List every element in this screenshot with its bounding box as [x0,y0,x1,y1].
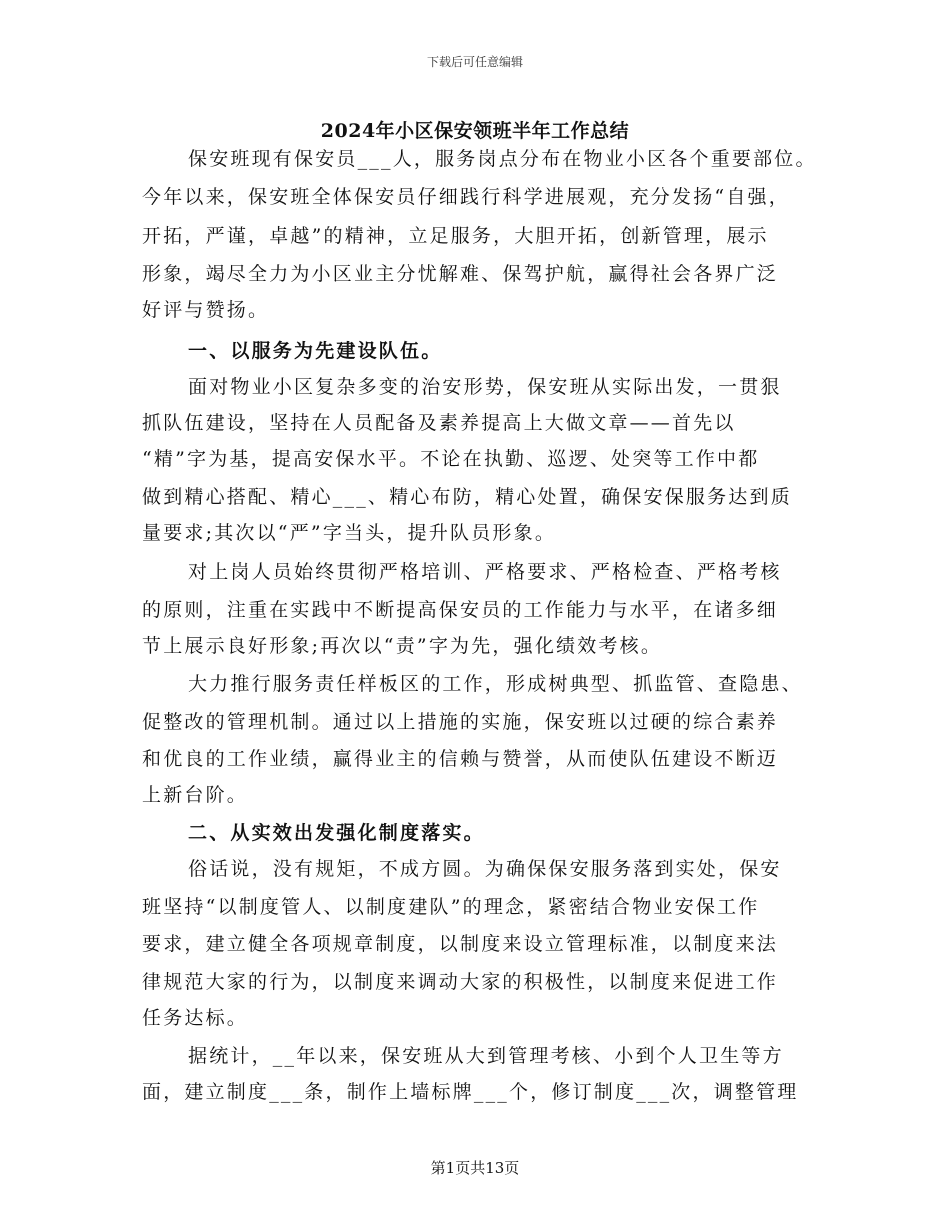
body-line: 形象，竭尽全力为小区业主分忧解难、保驾护航，赢得社会各界广泛 [142,263,779,285]
section-heading: 二、从实效出发强化制度落实。 [188,822,485,844]
header-note: 下载后可任意编辑 [426,55,523,69]
body-line: 上新台阶。 [142,784,249,806]
body-line: 今年以来，保安班全体保安员仔细践行科学进展观，充分发扬“自强， [142,186,790,208]
body-line: 和优良的工作业绩，赢得业主的信赖与赞誉，从而使队伍建设不断迈 [142,748,779,770]
page-footer: 第1页共13页 [430,1159,520,1177]
body-line: 对上岗人员始终贯彻严格培训、严格要求、严格检查、严格考核 [188,561,782,583]
document-title: 2024年小区保安领班半年工作总结 [320,120,630,142]
body-line: 促整改的管理机制。通过以上措施的实施，保安班以过硬的综合素养 [142,711,779,733]
body-line: 的原则，注重在实践中不断提高保安员的工作能力与水平，在诸多细 [142,599,779,621]
body-line: 保安班现有保安员___人，服务岗点分布在物业小区各个重要部位。 [188,148,817,170]
body-line: 任务达标。 [142,1007,249,1029]
body-line: 要求，建立健全各项规章制度，以制度来设立管理标准，以制度来法 [142,933,779,955]
body-line: 抓队伍建设，坚持在人员配备及素养提高上大做文章——首先以 [142,412,736,434]
body-line: 俗话说，没有规矩，不成方圆。为确保保安服务落到实处，保安 [188,858,782,880]
body-line: 好评与赞扬。 [142,299,270,321]
body-line: 律规范大家的行为，以制度来调动大家的积极性，以制度来促进工作 [142,971,779,993]
body-line: 据统计，__年以来，保安班从大到管理考核、小到个人卫生等方 [188,1045,784,1067]
body-line: 大力推行服务责任样板区的工作，形成树典型、抓监管、查隐患、 [188,673,803,695]
body-line: 面，建立制度___条，制作上墙标牌___个，修订制度___次，调整管理 [142,1081,799,1103]
body-line: 面对物业小区复杂多变的治安形势，保安班从实际出发，一贯狠 [188,376,782,398]
section-heading: 一、以服务为先建设队伍。 [188,340,443,362]
body-line: 开拓，严谨，卓越”的精神，立足服务，大胆开拓，创新管理，展示 [142,225,769,247]
body-line: 量要求;其次以“严”字当头，提升队员形象。 [142,522,557,544]
body-line: 班坚持“以制度管人、以制度建队”的理念，紧密结合物业安保工作 [142,896,760,918]
body-line: “精”字为基，提高安保水平。不论在执勤、巡逻、处突等工作中都 [142,448,760,470]
body-line: 节上展示良好形象;再次以“责”字为先，强化绩效考核。 [142,635,663,657]
body-line: 做到精心搭配、精心___、精心布防，精心处置，确保安保服务达到质 [142,486,792,508]
